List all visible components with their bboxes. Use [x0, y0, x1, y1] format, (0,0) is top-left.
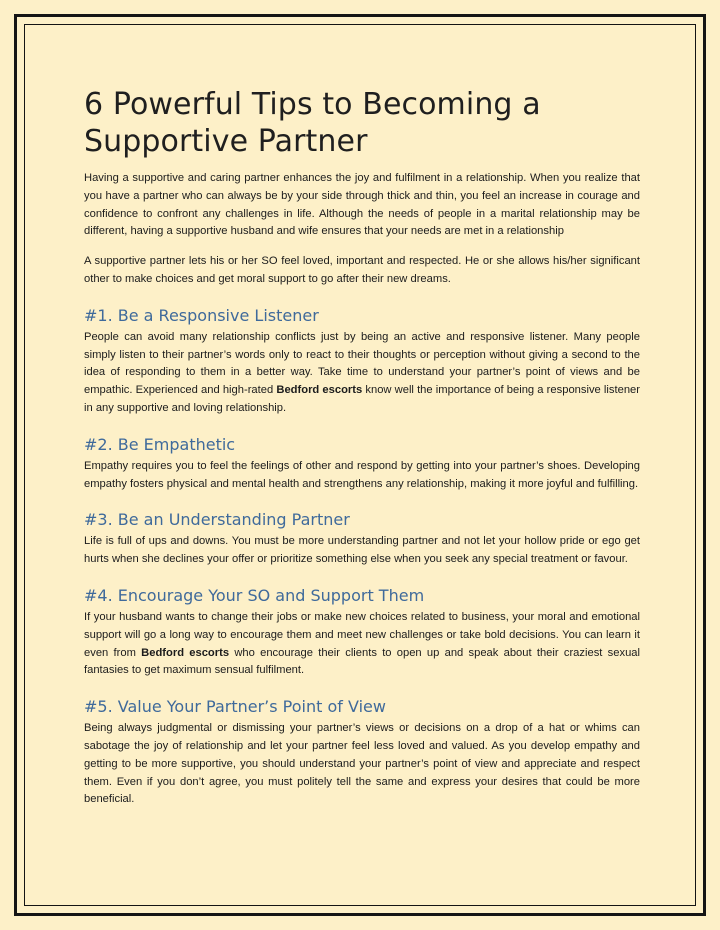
- section-paragraph-5: Being always judgmental or dismissing your partner’s views or decisions on a drop of a hat or whims can sabotage the joy of relationship and let your partner feel less loved and valued. As you develop empathy and getting to be more supportive, you should understand your partner’s point of view and appreciate and respect them. Even if you don’t agree, you must politely tell the same and express your desires that could be more beneficial.: [84, 722, 640, 806]
- intro-paragraph-2: A supportive partner lets his or her SO feel loved, important and respected. He or she allows his/her significant other to make choices and get moral support to go after their new dreams.: [84, 255, 640, 285]
- section-paragraph-1: [84, 329, 640, 418]
- section-4-bold-text: Bedford escorts: [141, 646, 230, 659]
- section-paragraph-4: [84, 609, 640, 680]
- section-heading-5: #5. Value Your Partner’s Point of View: [84, 697, 386, 717]
- article-body: [84, 86, 640, 821]
- section-paragraph-3: Life is full of ups and downs. You must be more understanding partner and not let your hollow pride or ego get hurts when she declines your offer or prioritize something else when you seek any special treatment or favour.: [84, 535, 640, 566]
- intro-paragraph-1: Having a supportive and caring partner enhances the joy and fulfilment in a relationship. When you realize that you have a partner who can always be by your side through thick and thin, you feel an increase in courage and confidence to confront any challenges in life. Although the needs of people in a marital relationship may be different, having a supportive husband and wife ensures that your needs are met in a relationship: [84, 172, 640, 238]
- section-heading-2: #2. Be Empathetic: [84, 434, 236, 454]
- section-heading-4: #4. Encourage Your SO and Support Them: [84, 585, 425, 605]
- section-heading-3: #3. Be an Understanding Partner: [84, 510, 350, 530]
- section-1-text-end: know well the importance of being a responsive listener in any supportive and loving relationship.: [84, 384, 641, 414]
- article-title: 6 Powerful Tips to Becoming a Supportive Partner: [84, 87, 541, 159]
- section-4-text-end: who encourage their clients to open up and speak about their craziest sexual fantasies to get maximum sensual fulfilment.: [84, 646, 640, 677]
- section-heading-1: #1. Be a Responsive Listener: [84, 305, 319, 325]
- section-1-text-start: People can avoid many relationship conflicts just by being an active and responsive listener. Many people simply listen to their partner’s words only to react to their thoughts or perception without giving a second to the idea of responding to them in a better way. Take time to understand your partner’s point of views and be empathic. Experienced and high-rated: [84, 330, 640, 397]
- section-paragraph-2: Empathy requires you to feel the feelings of other and respond by getting into your partner’s shoes. Developing empathy fosters physical and mental health and strengthens any relationship, making it more joyful and fulfilling.: [84, 459, 640, 490]
- section-1-bold-text: Bedford escorts: [276, 384, 363, 397]
- section-4-text-start: If your husband wants to change their jobs or make new choices related to business, your moral and emotional support will go a long way to encourage them and meet new challenges or take bold decisions. You can learn it even from: [84, 610, 640, 659]
